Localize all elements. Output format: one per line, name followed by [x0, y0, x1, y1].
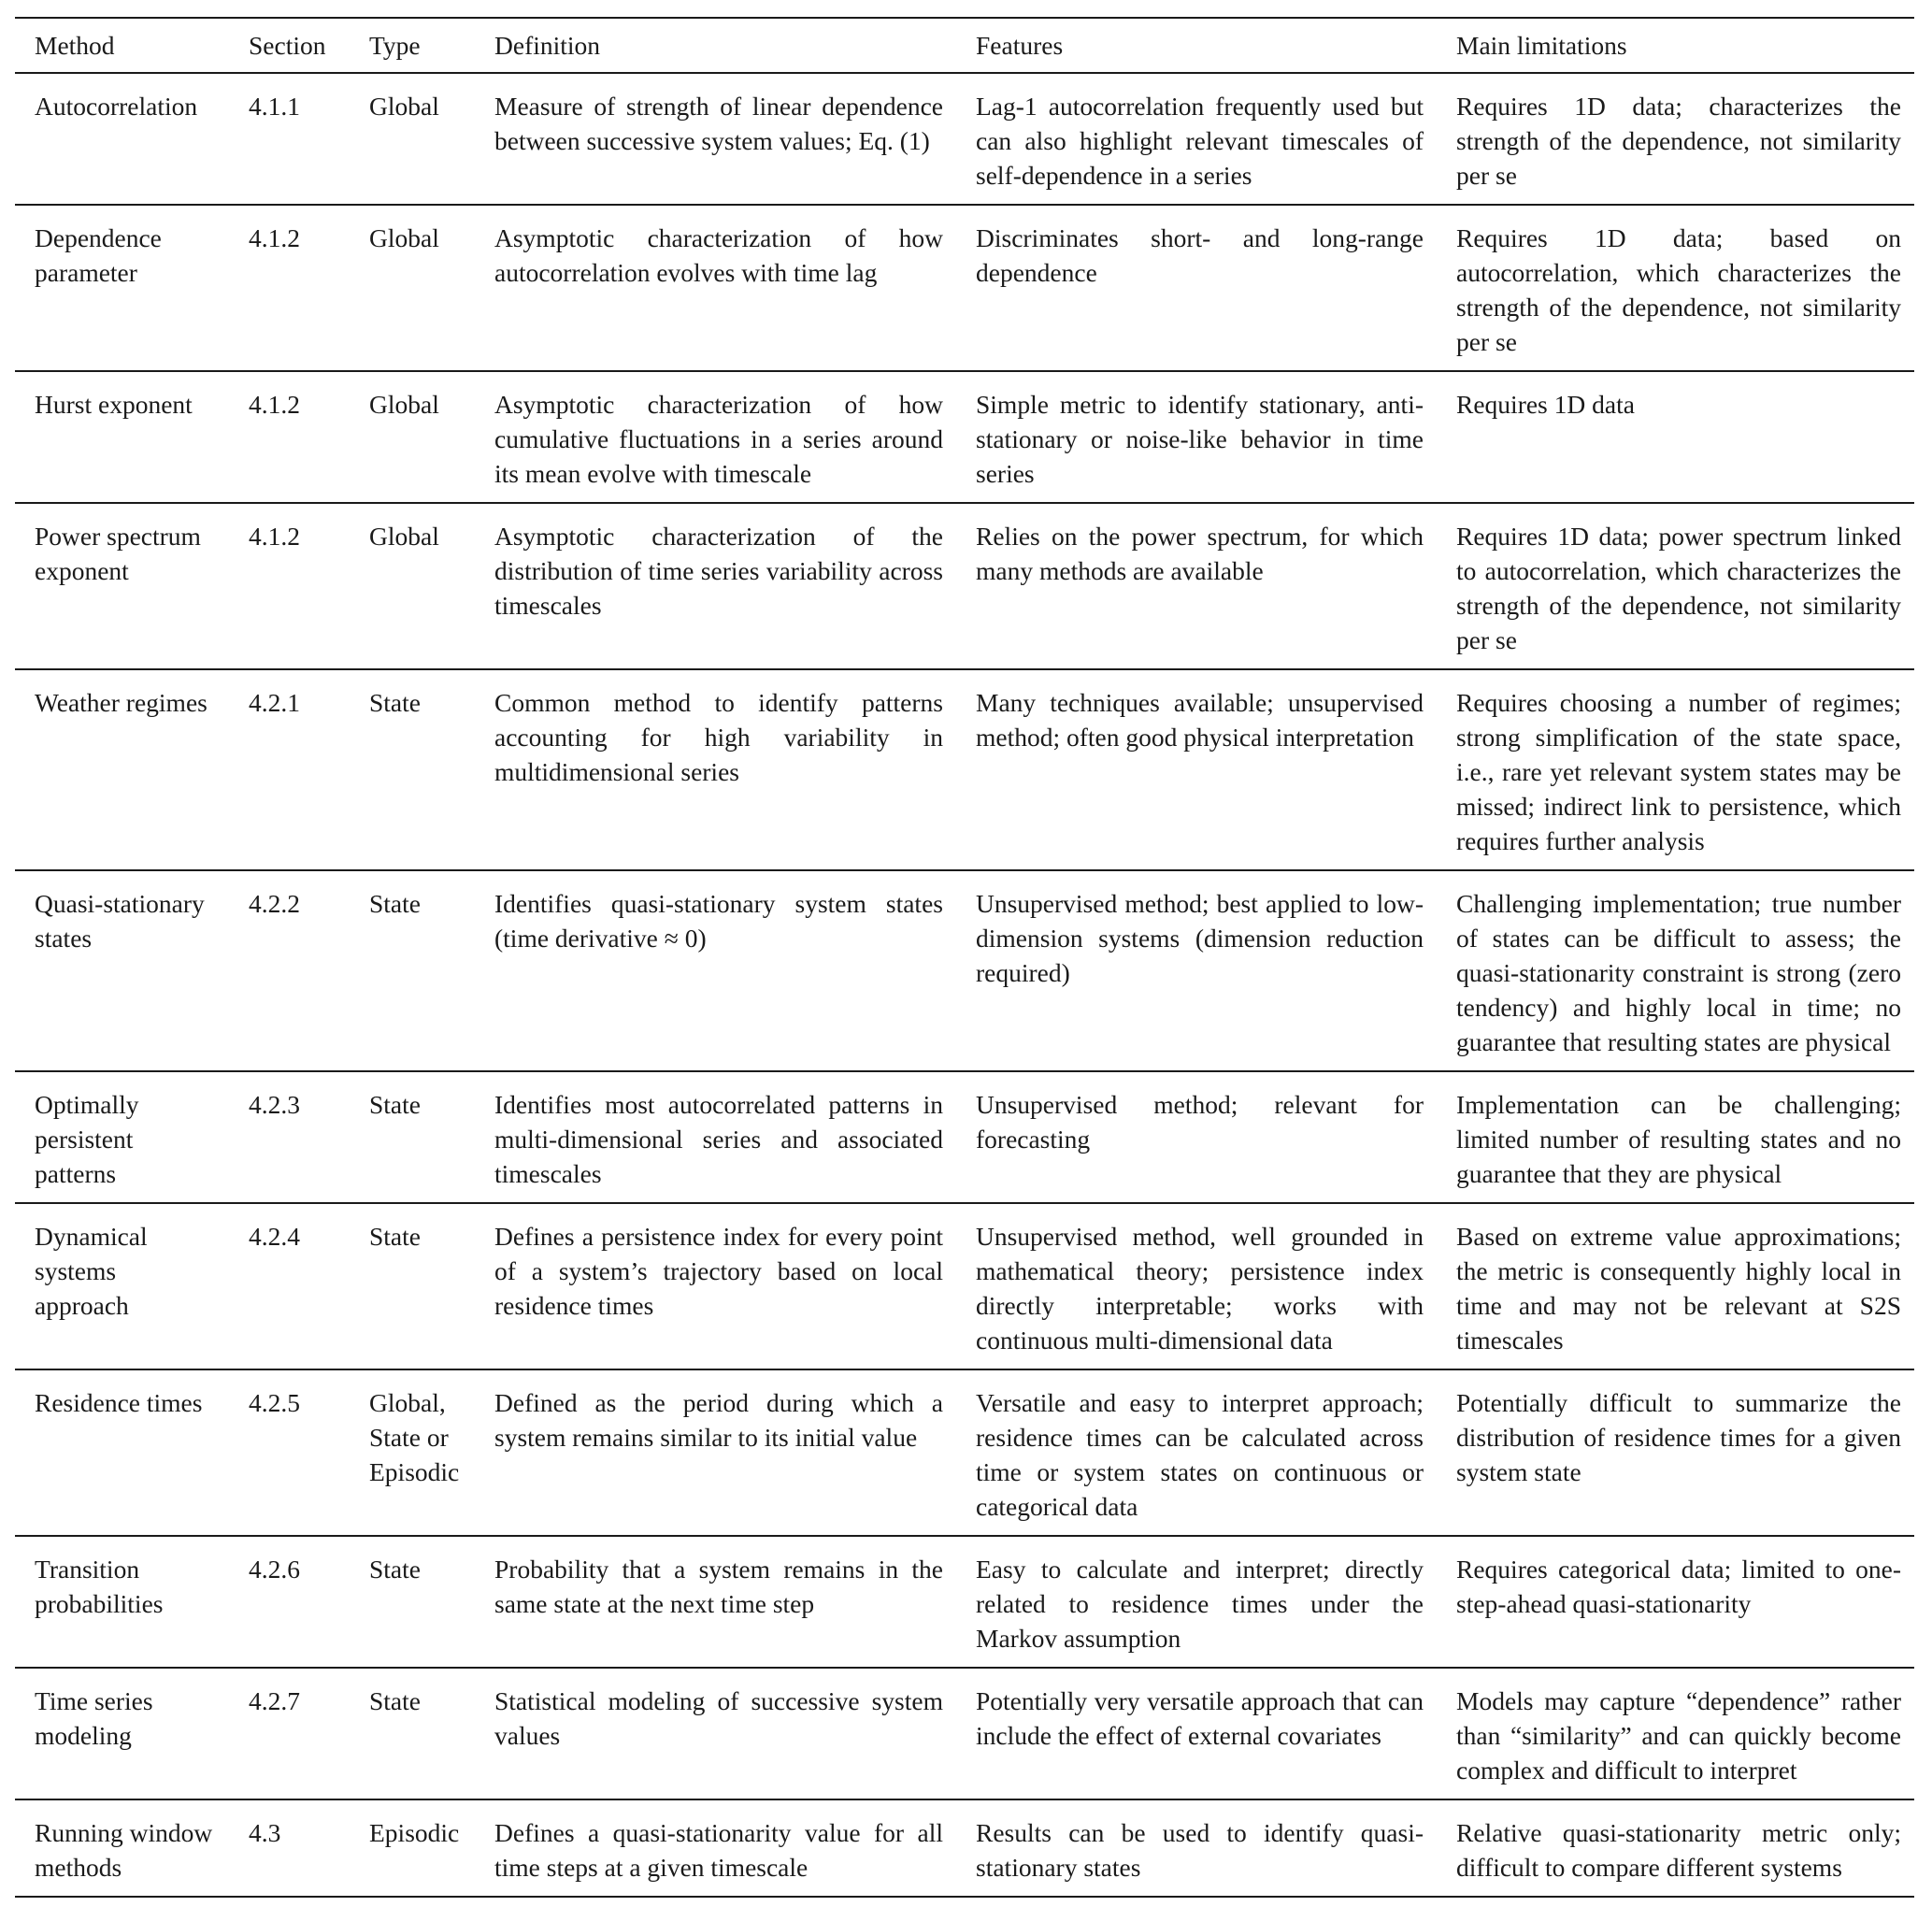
- cell-method: Quasi-stationary states: [35, 889, 205, 953]
- cell-section: 4.2.3: [249, 1090, 300, 1119]
- cell-definition: Defines a quasi-stationarity value for all time steps at a given timescale: [494, 1818, 943, 1882]
- cell-features: Lag-1 autocorrelation frequently used but can also highlight relevant timescales of self-dependence in a series: [976, 92, 1424, 190]
- cell-method: Transition probabilities: [35, 1555, 164, 1618]
- cell-section: 4.2.1: [249, 688, 300, 717]
- cell-type: Global: [369, 223, 439, 252]
- cell-type: Global: [369, 92, 439, 121]
- cell-type: Global, State or Episodic: [369, 1388, 460, 1486]
- table-row: [15, 503, 1914, 669]
- table-row: [15, 1668, 1914, 1799]
- methods-table: [15, 17, 1914, 1898]
- cell-limitations: Based on extreme value approximations; the metric is consequently highly local in time and may not be relevant at S2S timescales: [1456, 1222, 1901, 1355]
- cell-type: State: [369, 688, 421, 717]
- cell-type: Episodic: [369, 1818, 460, 1847]
- cell-method: Autocorrelation: [35, 92, 198, 121]
- table-body: [15, 73, 1914, 1897]
- cell-features: Simple metric to identify stationary, anti-stationary or noise-like behavior in time series: [976, 390, 1424, 488]
- cell-definition: Defined as the period during which a system remains similar to its initial value: [494, 1388, 943, 1452]
- cell-definition: Identifies quasi-stationary system states (time derivative ≈ 0): [494, 889, 943, 953]
- cell-method: Weather regimes: [35, 688, 208, 717]
- cell-limitations: Requires categorical data; limited to one-step-ahead quasi-stationarity: [1456, 1555, 1901, 1618]
- table-row: [15, 1203, 1914, 1369]
- cell-type: Global: [369, 522, 439, 551]
- cell-section: 4.2.2: [249, 889, 300, 918]
- cell-definition: Asymptotic characterization of the distribution of time series variability across timescales: [494, 522, 943, 620]
- cell-section: 4.3: [249, 1818, 281, 1847]
- cell-limitations: Implementation can be challenging; limited number of resulting states and no guarantee that they are physical: [1456, 1090, 1901, 1188]
- cell-definition: Defines a persistence index for every point of a system’s trajectory based on local residence times: [494, 1222, 943, 1320]
- table-row: [15, 73, 1914, 205]
- cell-limitations: Requires 1D data: [1456, 390, 1635, 419]
- cell-method: Time series modeling: [35, 1686, 153, 1750]
- table-row: [15, 1071, 1914, 1203]
- header-features: Features: [976, 31, 1064, 60]
- cell-type: State: [369, 1686, 421, 1715]
- cell-features: Unsupervised method; best applied to low-dimension systems (dimension reduction required): [976, 889, 1424, 987]
- cell-method: Hurst exponent: [35, 390, 193, 419]
- table-row: [15, 1799, 1914, 1897]
- cell-limitations: Requires 1D data; power spectrum linked to autocorrelation, which characterizes the strength of the dependence, not similarity per se: [1456, 522, 1901, 654]
- cell-section: 4.2.5: [249, 1388, 300, 1417]
- cell-definition: Probability that a system remains in the same state at the next time step: [494, 1555, 943, 1618]
- header-main-limitations: Main limitations: [1456, 31, 1627, 60]
- cell-method: Power spectrum exponent: [35, 522, 201, 585]
- cell-definition: Measure of strength of linear dependence between successive system values; Eq. (1): [494, 92, 943, 155]
- cell-limitations: Relative quasi-stationarity metric only; difficult to compare different systems: [1456, 1818, 1901, 1882]
- table-row: [15, 371, 1914, 503]
- cell-limitations: Potentially difficult to summarize the distribution of residence times for a given system state: [1456, 1388, 1901, 1486]
- cell-definition: Asymptotic characterization of how cumulative fluctuations in a series around its mean evolve with timescale: [494, 390, 943, 488]
- header-row: [15, 18, 1914, 73]
- cell-features: Results can be used to identify quasi-stationary states: [976, 1818, 1424, 1882]
- cell-type: State: [369, 1090, 421, 1119]
- cell-definition: Common method to identify patterns accounting for high variability in multidimensional series: [494, 688, 943, 786]
- cell-section: 4.1.2: [249, 390, 300, 419]
- cell-limitations: Challenging implementation; true number of states can be difficult to assess; the quasi-stationarity constraint is strong (zero tendency) and highly local in time; no guarantee that resulting states are physical: [1456, 889, 1901, 1056]
- cell-section: 4.1.1: [249, 92, 300, 121]
- cell-features: Easy to calculate and interpret; directly related to residence times under the Markov assumption: [976, 1555, 1424, 1653]
- cell-limitations: Models may capture “dependence” rather than “similarity” and can quickly become complex and difficult to interpret: [1456, 1686, 1901, 1785]
- cell-method: Running window methods: [35, 1818, 213, 1882]
- cell-features: Unsupervised method, well grounded in mathematical theory; persistence index directly interpretable; works with continuous multi-dimensional data: [976, 1222, 1424, 1355]
- cell-method: Dynamical systems approach: [35, 1222, 148, 1320]
- cell-method: Residence times: [35, 1388, 203, 1417]
- table-row: [15, 669, 1914, 870]
- cell-definition: Statistical modeling of successive system values: [494, 1686, 943, 1750]
- cell-features: Unsupervised method; relevant for forecasting: [976, 1090, 1424, 1154]
- header-type: Type: [369, 31, 421, 60]
- header-section: Section: [249, 31, 326, 60]
- cell-section: 4.2.4: [249, 1222, 300, 1251]
- cell-section: 4.2.6: [249, 1555, 300, 1584]
- cell-type: State: [369, 1222, 421, 1251]
- table-row: [15, 1369, 1914, 1536]
- cell-features: Relies on the power spectrum, for which many methods are available: [976, 522, 1424, 585]
- cell-section: 4.2.7: [249, 1686, 300, 1715]
- cell-definition: Asymptotic characterization of how autocorrelation evolves with time lag: [494, 223, 943, 287]
- cell-features: Versatile and easy to interpret approach; residence times can be calculated across time or system states on continuous or categorical data: [976, 1388, 1424, 1521]
- table-header: [15, 18, 1914, 73]
- table-row: [15, 870, 1914, 1071]
- header-definition: Definition: [494, 31, 601, 60]
- cell-features: Discriminates short- and long-range dependence: [976, 223, 1424, 287]
- methods-table-container: [15, 17, 1914, 1898]
- cell-section: 4.1.2: [249, 522, 300, 551]
- cell-limitations: Requires 1D data; based on autocorrelation, which characterizes the strength of the dependence, not similarity per se: [1456, 223, 1901, 356]
- cell-method: Optimally persistent patterns: [35, 1090, 139, 1188]
- cell-type: State: [369, 1555, 421, 1584]
- cell-limitations: Requires choosing a number of regimes; strong simplification of the state space, i.e., rare yet relevant system states may be missed; indirect link to persistence, which requires further analysis: [1456, 688, 1901, 855]
- table-row: [15, 1536, 1914, 1668]
- cell-type: Global: [369, 390, 439, 419]
- cell-section: 4.1.2: [249, 223, 300, 252]
- cell-features: Many techniques available; unsupervised method; often good physical interpretation: [976, 688, 1424, 752]
- cell-features: Potentially very versatile approach that can include the effect of external covariates: [976, 1686, 1424, 1750]
- header-method: Method: [35, 31, 115, 60]
- table-row: [15, 205, 1914, 371]
- cell-type: State: [369, 889, 421, 918]
- cell-method: Dependence parameter: [35, 223, 162, 287]
- cell-limitations: Requires 1D data; characterizes the strength of the dependence, not similarity per se: [1456, 92, 1901, 190]
- cell-definition: Identifies most autocorrelated patterns in multi-dimensional series and associated timescales: [494, 1090, 943, 1188]
